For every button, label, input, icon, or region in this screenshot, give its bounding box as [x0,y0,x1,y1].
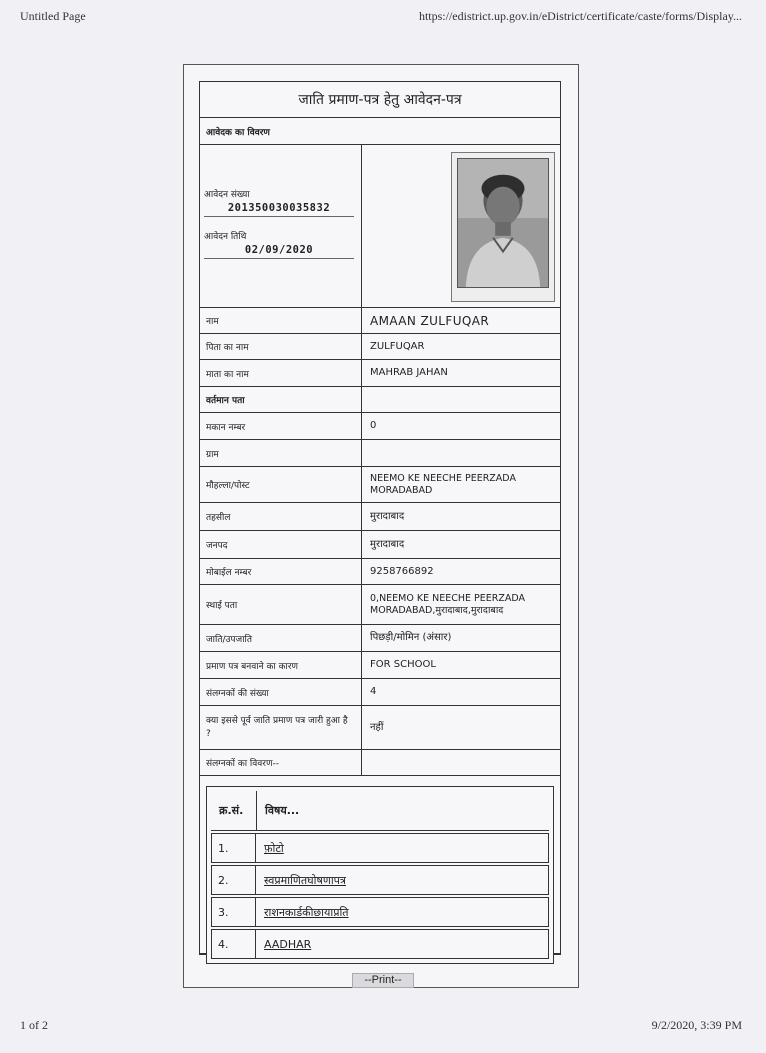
row-current-address [200,387,560,413]
row-mother-name [200,360,560,387]
attachment-number: 2. [212,866,256,894]
row-value: NEEMO KE NEECHE PEERZADA MORADABAD [370,472,516,496]
attachment-link[interactable]: फ़ोटो [264,841,284,855]
row-value: 0,NEEMO KE NEECHE PEERZADA MORADABAD,मुरादाबाद,मुरादाबाद [370,592,526,616]
row-label: संलग्नकों की संख्या [200,679,362,705]
application-date: 02/09/2020 [204,244,354,259]
row-label: स्थाई पता [200,585,362,624]
application-form [199,81,561,955]
row-label: माता का नाम [200,360,362,386]
row-label: ग्राम [200,440,362,466]
application-number-label: आवेदन संख्या [204,190,250,200]
attachment-link[interactable]: AADHAR [264,937,312,951]
row-tehsil [200,503,560,531]
attachments-section [200,776,560,954]
table-row [211,833,549,863]
row-value: ZULFUQAR [370,340,425,352]
row-label: मकान नम्बर [200,413,362,439]
attachment-number: 4. [212,930,256,958]
row-value: नहीं [370,721,384,733]
row-label: क्या इससे पूर्व जाति प्रमाण पत्र जारी हुआ है ? [200,706,362,749]
row-label: संलग्नकों का विवरण-- [200,750,362,775]
row-value: मुरादाबाद [370,510,405,522]
row-value: पिछड़ी/मोमिन (अंसार) [370,632,452,643]
row-value [362,387,560,412]
row-label: तहसील [200,503,362,530]
row-previous-certificate [200,706,560,750]
attachments-header [211,791,549,831]
application-info-block [200,145,560,308]
row-mobile [200,559,560,585]
row-reason [200,652,560,679]
application-date-label: आवेदन तिथि [204,232,247,242]
browser-page-url: https://edistrict.up.gov.in/eDistrict/certificate/caste/forms/Display... [418,9,742,23]
page-count: 1 of 2 [20,1018,48,1032]
table-row [211,897,549,927]
row-label: प्रमाण पत्र बनवाने का कारण [200,652,362,678]
attachment-number: 1. [212,834,256,862]
row-value: FOR SCHOOL [370,659,436,670]
photo-cell [362,145,560,307]
row-label: वर्तमान पता [200,387,362,412]
photo-frame [451,152,555,302]
applicant-photo-icon [457,158,549,288]
row-value: 9258766892 [370,565,434,577]
row-value: मुरादाबाद [370,538,405,550]
row-attachment-count [200,679,560,706]
row-district [200,531,560,559]
row-village [200,440,560,467]
attachment-number: 3. [212,898,256,926]
print-timestamp: 9/2/2020, 3:39 PM [651,1018,742,1032]
application-number: 201350030035832 [204,202,354,217]
row-house-number [200,413,560,440]
row-attachment-details [200,750,560,776]
row-value: 0 [370,420,377,431]
col-subject: विषय... [265,804,300,817]
application-meta [200,145,362,307]
row-value [362,750,560,775]
row-father-name [200,334,560,360]
row-caste [200,625,560,652]
row-value: MAHRAB JAHAN [370,367,448,378]
row-locality [200,467,560,503]
attachment-link[interactable]: स्वप्रमाणितघोषणापत्र [264,873,346,887]
print-button[interactable]: --Print-- [352,973,414,988]
row-permanent-address [200,585,560,625]
col-serial-number: क्र.सं. [211,791,257,830]
attachments-table [206,786,554,964]
attachment-link[interactable]: राशनकार्डकीछायाप्रति [264,905,349,919]
table-row [211,865,549,895]
row-label: मोबाईल नम्बर [200,559,362,584]
row-label: मौहल्ला/पोस्ट [200,467,362,502]
form-title: जाति प्रमाण-पत्र हेतु आवेदन-पत्र [200,82,560,118]
row-name [200,308,560,334]
table-row [211,929,549,959]
row-label: जाति/उपजाति [200,625,362,651]
row-label: पिता का नाम [200,334,362,359]
row-value: 4 [370,686,377,697]
section-applicant-details: आवेदक का विवरण [200,118,560,145]
row-label: जनपद [200,531,362,558]
row-value: AMAAN ZULFUQAR [370,313,490,328]
row-value [362,440,560,466]
browser-page-title: Untitled Page [20,9,86,23]
row-label: नाम [200,308,362,333]
